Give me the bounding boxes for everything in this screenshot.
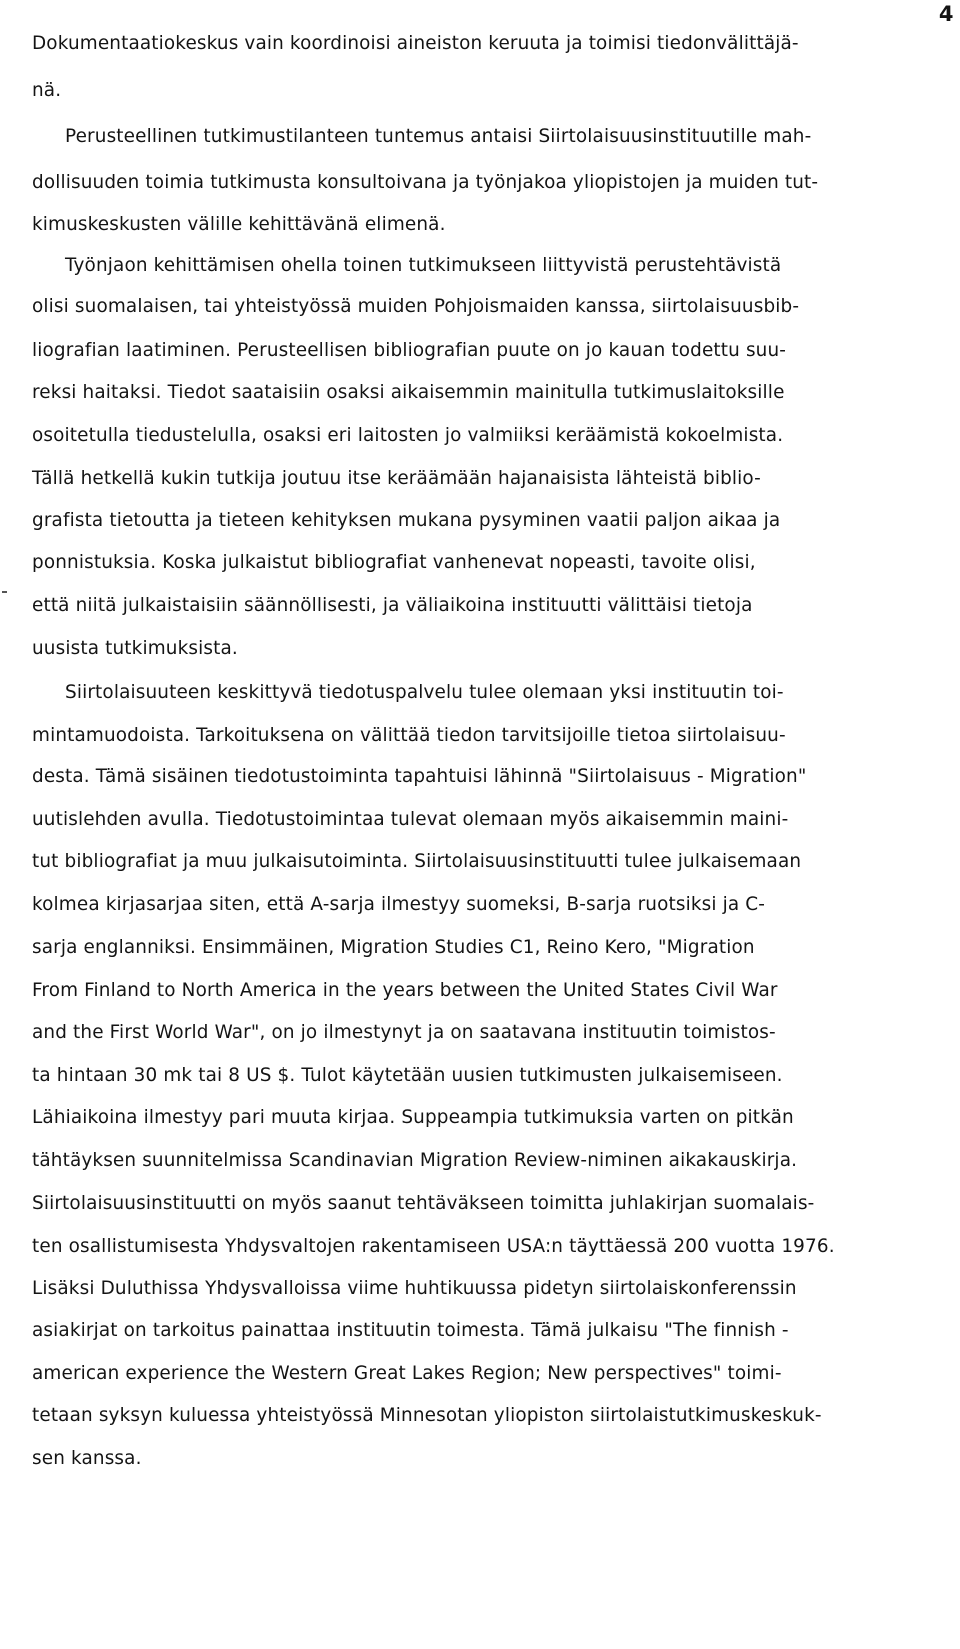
text-line: Siirtolaisuuteen keskittyvä tiedotuspalvelu tulee olemaan yksi instituutin toi- xyxy=(65,682,784,703)
text-line: Lähiaikoina ilmestyy pari muuta kirjaa. Suppeampia tutkimuksia varten on pitkän xyxy=(32,1107,794,1128)
text-line: Lisäksi Duluthissa Yhdysvalloissa viime huhtikuussa pidetyn siirtolaiskonferenssin xyxy=(32,1278,797,1299)
text-line: uusista tutkimuksista. xyxy=(32,638,238,659)
margin-mark xyxy=(2,591,7,593)
text-line: ponnistuksia. Koska julkaistut bibliografiat vanhenevat nopeasti, tavoite olisi, xyxy=(32,552,756,573)
text-line: ta hintaan 30 mk tai 8 US $. Tulot käytetään uusien tutkimusten julkaisemiseen. xyxy=(32,1065,783,1086)
text-line: reksi haitaksi. Tiedot saataisiin osaksi aikaisemmin mainitulla tutkimuslaitoksille xyxy=(32,382,785,403)
text-line: uutislehden avulla. Tiedotustoimintaa tulevat olemaan myös aikaisemmin maini- xyxy=(32,809,789,830)
text-line: dollisuuden toimia tutkimusta konsultoivana ja työnjakoa yliopistojen ja muiden tut- xyxy=(32,172,819,193)
text-line: desta. Tämä sisäinen tiedotustoiminta tapahtuisi lähinnä "Siirtolaisuus - Migration" xyxy=(32,766,807,787)
text-line: sen kanssa. xyxy=(32,1448,142,1469)
text-line: Dokumentaatiokeskus vain koordinoisi aineiston keruuta ja toimisi tiedonvälittäjä- xyxy=(32,33,799,54)
text-line: asiakirjat on tarkoitus painattaa instituutin toimesta. Tämä julkaisu "The finnish - xyxy=(32,1320,789,1341)
text-line: Työnjaon kehittämisen ohella toinen tutkimukseen liittyvistä perustehtävistä xyxy=(65,255,782,276)
text-line: tut bibliografiat ja muu julkaisutoiminta. Siirtolaisuusinstituutti tulee julkaisemaan xyxy=(32,851,802,872)
text-line: Tällä hetkellä kukin tutkija joutuu itse keräämään hajanaisista lähteistä biblio- xyxy=(32,468,761,489)
text-line: mintamuodoista. Tarkoituksena on välittää tiedon tarvitsijoille tietoa siirtolaisuu- xyxy=(32,725,786,746)
page-number: 4 xyxy=(938,2,954,26)
text-line: tetaan syksyn kuluessa yhteistyössä Minnesotan yliopiston siirtolaistutkimuskeskuk- xyxy=(32,1405,822,1426)
text-line: grafista tietoutta ja tieteen kehityksen mukana pysyminen vaatii paljon aikaa ja xyxy=(32,510,781,531)
text-line: osoitetulla tiedustelulla, osaksi eri laitosten jo valmiiksi keräämistä kokoelmista. xyxy=(32,425,784,446)
text-line: sarja englanniksi. Ensimmäinen, Migration Studies C1, Reino Kero, "Migration xyxy=(32,937,755,958)
text-line: american experience the Western Great Lakes Region; New perspectives" toimi- xyxy=(32,1363,782,1384)
text-line: liografian laatiminen. Perusteellisen bibliografian puute on jo kauan todettu suu- xyxy=(32,340,787,361)
text-line: Siirtolaisuusinstituutti on myös saanut tehtäväkseen toimitta juhlakirjan suomalais- xyxy=(32,1193,815,1214)
text-line: and the First World War", on jo ilmestynyt ja on saatavana instituutin toimistos- xyxy=(32,1022,776,1043)
text-line: olisi suomalaisen, tai yhteistyössä muiden Pohjoismaiden kanssa, siirtolaisuusbib- xyxy=(32,296,800,317)
text-line: kimuskeskusten välille kehittävänä elimenä. xyxy=(32,214,446,235)
text-line: From Finland to North America in the years between the United States Civil War xyxy=(32,980,778,1001)
text-line: että niitä julkaistaisiin säännöllisesti, ja väliaikoina instituutti välittäisi tietoja xyxy=(32,595,753,616)
text-line: tähtäyksen suunnitelmissa Scandinavian Migration Review-niminen aikakauskirja. xyxy=(32,1150,798,1171)
text-line: ten osallistumisesta Yhdysvaltojen rakentamiseen USA:n täyttäessä 200 vuotta 1976. xyxy=(32,1236,835,1257)
text-line: nä. xyxy=(32,80,62,101)
text-line: Perusteellinen tutkimustilanteen tuntemus antaisi Siirtolaisuusinstituutille mah- xyxy=(65,126,812,147)
text-line: kolmea kirjasarjaa siten, että A-sarja ilmestyy suomeksi, B-sarja ruotsiksi ja C- xyxy=(32,894,766,915)
